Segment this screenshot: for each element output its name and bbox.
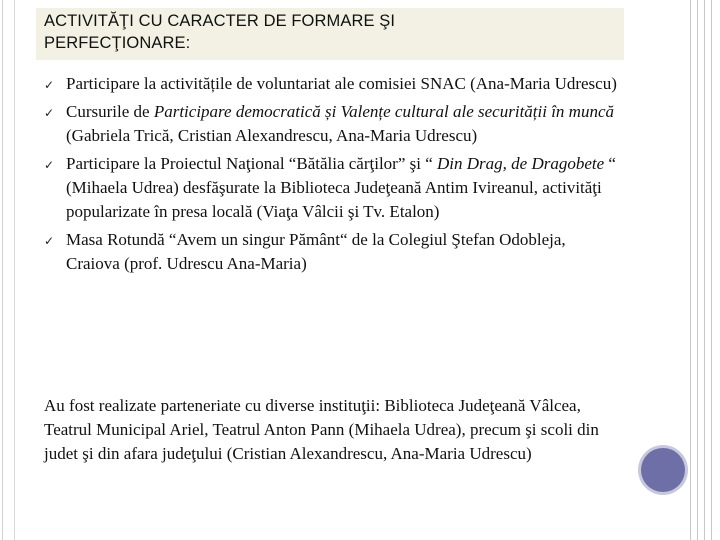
checkmark-icon: ✓ <box>44 158 55 172</box>
bullet-text-italic: Din Drag, de Dragobete <box>437 154 605 173</box>
bullet-list <box>44 72 618 280</box>
bullet-text: Masa Rotundă “Avem un singur Pământ“ de la Colegiul Ştefan Odobleja, Craiova (prof. Udrescu Ana-Maria) <box>66 230 566 273</box>
bullet-text: “ (Mihaela Udrea) desfăşurate la Biblioteca Judeţeană Antim Ivireanul, activităţi popularizate în presa locală (Viaţa Vâlcii şi Tv. Etalon) <box>66 154 616 221</box>
slide-title: ACTIVITĂŢI CU CARACTER DE FORMARE ŞI PERFECŢIONARE: <box>44 12 396 52</box>
bullet-text: Cursurile de <box>66 102 154 121</box>
right-frame-line <box>704 0 705 540</box>
bullet-item <box>44 100 618 148</box>
bullet-item <box>44 228 618 276</box>
checkmark-icon: ✓ <box>44 234 55 248</box>
right-frame-line <box>690 0 691 540</box>
left-frame-line-inner <box>14 0 15 540</box>
checkmark-icon: ✓ <box>44 106 55 120</box>
bullet-item <box>44 152 618 224</box>
bullet-text: (Gabriela Trică, Cristian Alexandrescu, Ana-Maria Udrescu) <box>66 126 478 145</box>
left-frame-line-outer <box>2 0 3 540</box>
bullet-text: Participare la Proiectul Naţional “Bătălia cărţilor” şi “ <box>66 154 438 173</box>
bullet-text-italic: Participare democratică și Valențe cultural ale securității în muncă <box>153 102 615 121</box>
partnerships-paragraph: Au fost realizate parteneriate cu diverse instituţii: Biblioteca Judeţeană Vâlcea, Teatrul Municipal Ariel, Teatrul Anton Pann (Mihaela Udrea), precum şi scoli din judet şi din afara judeţului (Cristian Alexandrescu, Ana-Maria Udrescu) <box>44 396 599 463</box>
right-frame-line <box>711 0 712 540</box>
bullet-text: Participare la activitățile de voluntariat ale comisiei SNAC (Ana-Maria Udrescu) <box>66 74 617 93</box>
checkmark-icon: ✓ <box>44 78 55 92</box>
bullet-item <box>44 72 618 96</box>
decorative-circle <box>641 448 685 492</box>
right-frame-line <box>697 0 698 540</box>
